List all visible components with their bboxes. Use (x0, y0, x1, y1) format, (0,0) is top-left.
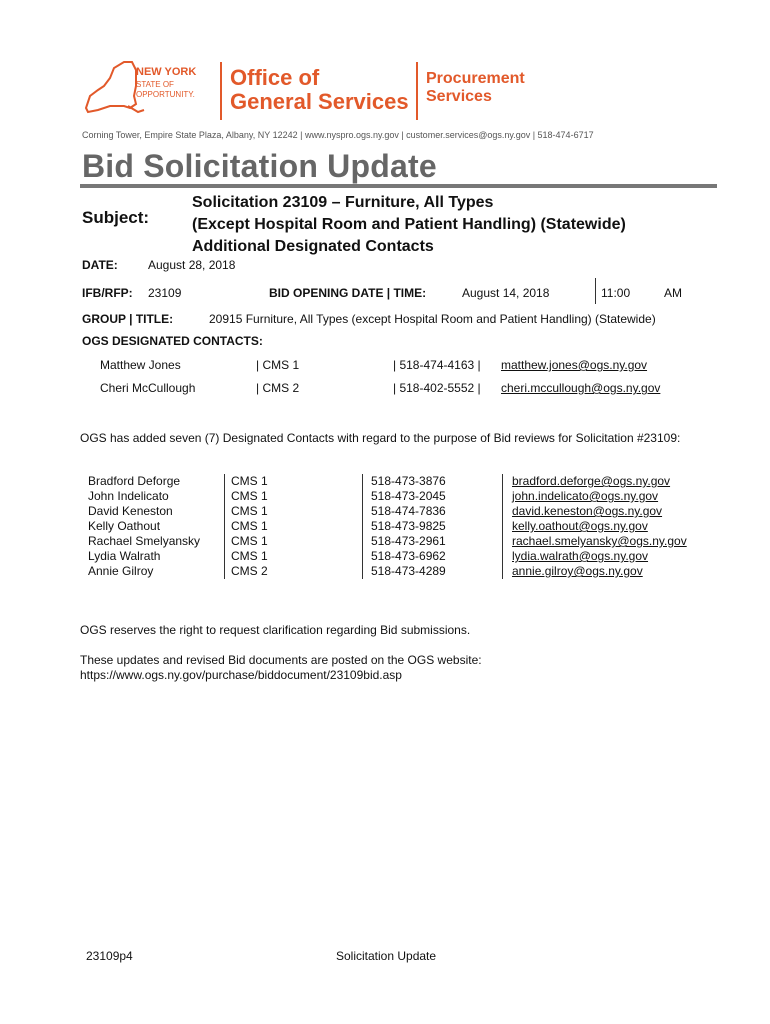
page-title: Bid Solicitation Update (82, 148, 437, 184)
contact-cms: CMS 1 (231, 504, 268, 518)
contact-phone: 518-473-2961 (371, 534, 446, 548)
contact-cms: CMS 2 (231, 564, 268, 578)
column-divider (502, 474, 503, 579)
bid-opening-date: August 14, 2018 (462, 286, 550, 300)
contact-phone: 518-473-2045 (371, 489, 446, 503)
added-contacts-phones (371, 474, 446, 579)
column-divider (362, 474, 363, 579)
division-name-line1: Procurement (426, 70, 525, 87)
contact-name: Annie Gilroy (88, 564, 154, 578)
contact-cms: CMS 1 (231, 534, 268, 548)
bid-opening-ampm: AM (664, 286, 682, 300)
header-divider-1 (220, 62, 222, 120)
posted-url-link[interactable]: https://www.ogs.ny.gov/purchase/biddocument/23109bid.asp (80, 668, 402, 682)
added-contacts-cms (231, 474, 268, 579)
agency-name (230, 66, 409, 114)
division-name (426, 70, 525, 106)
contact-email-link[interactable]: john.indelicato@ogs.ny.gov (512, 489, 659, 503)
contact-name: Kelly Oathout (88, 519, 161, 533)
contact-cms: CMS 1 (231, 474, 268, 488)
nys-logo (80, 56, 220, 122)
contact-email-link[interactable]: annie.gilroy@ogs.ny.gov (512, 564, 643, 578)
contact-phone: 518-473-3876 (371, 474, 446, 488)
nys-logo-line1: NEW YORK (136, 66, 197, 78)
designated-contact-cms: | CMS 2 (256, 381, 300, 395)
designated-contact-email-link[interactable]: cheri.mccullough@ogs.ny.gov (501, 381, 661, 395)
column-divider (224, 474, 225, 579)
subject-line-3: Additional Designated Contacts (192, 238, 434, 255)
date-label: DATE: (82, 258, 118, 272)
footer-title: Solicitation Update (336, 949, 437, 963)
contact-phone: 518-474-7836 (371, 504, 446, 518)
nys-logo-line2: STATE OF (136, 80, 174, 89)
contact-cms: CMS 1 (231, 489, 268, 503)
designated-contacts-heading: OGS DESIGNATED CONTACTS: (82, 334, 263, 348)
time-separator (595, 278, 596, 304)
contact-name: Rachael Smelyansky (88, 534, 201, 548)
added-contacts-names (88, 474, 200, 579)
contact-cms: CMS 1 (231, 549, 268, 563)
designated-contact-phone: | 518-474-4163 | (393, 358, 481, 372)
nys-logo-line3: OPPORTUNITY. (136, 90, 195, 99)
reserve-paragraph: OGS reserves the right to request clarification regarding Bid submissions. (80, 623, 471, 637)
footer-doc-id: 23109p4 (86, 949, 133, 963)
ifb-label: IFB/RFP: (82, 286, 133, 300)
designated-contact-phone: | 518-402-5552 | (393, 381, 481, 395)
group-value: 20915 Furniture, All Types (except Hospital Room and Patient Handling) (Statewide) (209, 312, 656, 326)
posted-paragraph: These updates and revised Bid documents are posted on the OGS website: (80, 653, 482, 667)
ifb-value: 23109 (148, 286, 182, 300)
intro-paragraph: OGS has added seven (7) Designated Contacts with regard to the purpose of Bid reviews for Solicitation #23109: (80, 431, 681, 445)
division-name-line2: Services (426, 88, 492, 105)
designated-contact-cms: | CMS 1 (256, 358, 300, 372)
agency-name-line1: Office of (230, 65, 320, 90)
group-label: GROUP | TITLE: (82, 312, 174, 326)
bid-opening-time: 11:00 (601, 286, 631, 300)
subject-line-1: Solicitation 23109 – Furniture, All Types (192, 194, 494, 211)
contact-name: John Indelicato (88, 489, 169, 503)
title-rule (80, 184, 717, 188)
contact-email-link[interactable]: david.keneston@ogs.ny.gov (512, 504, 663, 518)
designated-contact-name: Cheri McCullough (100, 381, 196, 395)
header-divider-2 (416, 62, 418, 120)
subject-line-2: (Except Hospital Room and Patient Handling) (Statewide) (192, 216, 626, 233)
address-line: Corning Tower, Empire State Plaza, Albany, NY 12242 | www.nyspro.ogs.ny.gov | customer.services@ogs.ny.gov | 518-474-6717 (82, 130, 594, 140)
contact-cms: CMS 1 (231, 519, 268, 533)
contact-name: Lydia Walrath (88, 549, 161, 563)
contact-email-link[interactable]: rachael.smelyansky@ogs.ny.gov (512, 534, 687, 548)
contact-name: David Keneston (88, 504, 173, 518)
contact-email-link[interactable]: kelly.oathout@ogs.ny.gov (512, 519, 648, 533)
contact-email-link[interactable]: lydia.walrath@ogs.ny.gov (512, 549, 649, 563)
date-value: August 28, 2018 (148, 258, 236, 272)
added-contacts-emails (512, 474, 687, 579)
subject-label: Subject: (82, 208, 150, 227)
contact-email-link[interactable]: bradford.deforge@ogs.ny.gov (512, 474, 671, 488)
subject-text (192, 192, 626, 258)
bid-opening-label: BID OPENING DATE | TIME: (269, 286, 427, 300)
designated-contact-name: Matthew Jones (100, 358, 181, 372)
contact-phone: 518-473-4289 (371, 564, 446, 578)
agency-name-line2: General Services (230, 89, 409, 114)
designated-contact-email-link[interactable]: matthew.jones@ogs.ny.gov (501, 358, 648, 372)
contact-name: Bradford Deforge (88, 474, 181, 488)
contact-phone: 518-473-6962 (371, 549, 446, 563)
contact-phone: 518-473-9825 (371, 519, 446, 533)
